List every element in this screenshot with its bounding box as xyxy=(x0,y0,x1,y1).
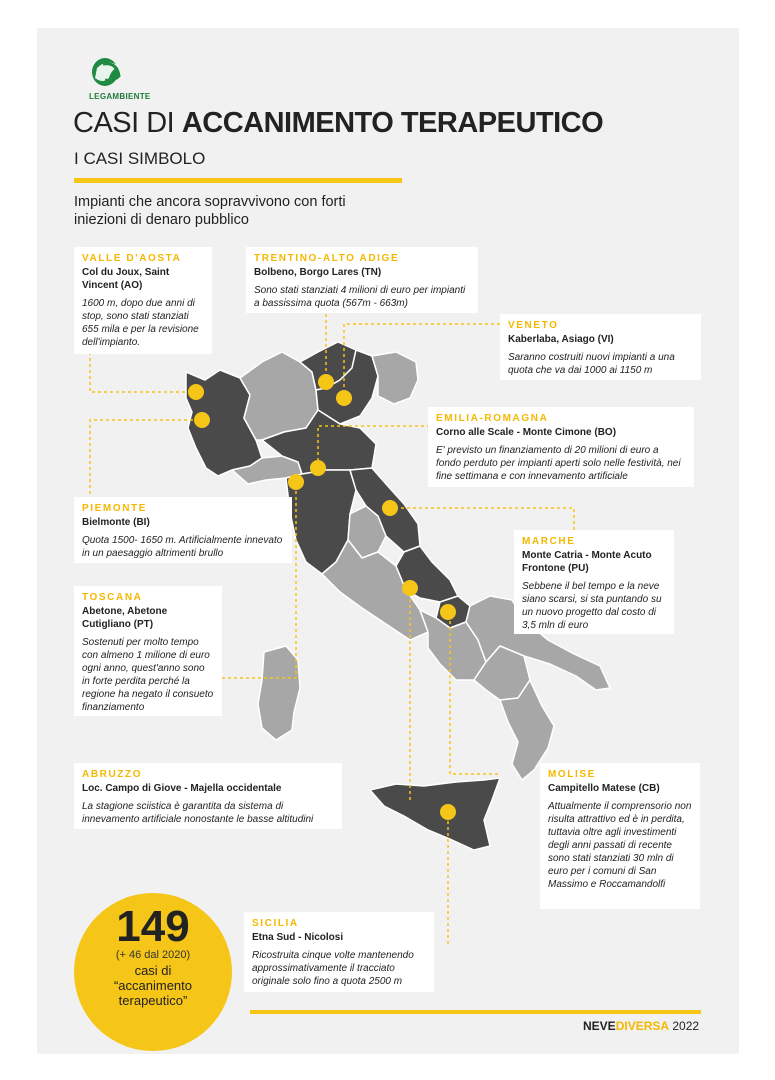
case-place: Abetone, Abetone Cutigliano (PT) xyxy=(82,606,168,630)
case-place: Etna Sud - Nicolosi xyxy=(252,932,344,943)
title-light: CASI DI xyxy=(73,107,182,139)
case-region: TRENTINO-ALTO ADIGE xyxy=(254,253,400,264)
stat-circle xyxy=(74,893,232,1051)
marker-molise xyxy=(440,604,456,620)
footer-year: 2022 xyxy=(669,1019,700,1033)
marker-valle-daosta xyxy=(188,384,204,400)
footer-neve: NEVE xyxy=(583,1019,616,1033)
region-friuli xyxy=(372,352,418,404)
case-marche xyxy=(514,530,674,634)
intro-text: Impianti che ancora sopravvivono con forti iniezioni di denaro pubblico xyxy=(74,194,346,228)
marker-marche xyxy=(382,500,398,516)
case-place: Bielmonte (BI) xyxy=(82,517,150,528)
case-region: VENETO xyxy=(508,320,559,331)
page-subtitle: I CASI SIMBOLO xyxy=(74,149,206,168)
case-desc: La stagione sciistica è garantita da sistema di innevamento artificiale nonostante le basse altitudini xyxy=(82,801,314,825)
region-sicilia xyxy=(370,778,500,850)
marker-emilia xyxy=(310,460,326,476)
case-region: EMILIA-ROMAGNA xyxy=(436,413,549,424)
footer-brand xyxy=(583,1019,699,1033)
marker-veneto xyxy=(336,390,352,406)
title-bold: ACCANIMENTO TERAPEUTICO xyxy=(181,107,604,139)
logo-text: LEGAMBIENTE xyxy=(89,92,151,101)
case-piemonte xyxy=(74,497,292,563)
case-place: Monte Catria - Monte Acuto Frontone (PU) xyxy=(522,550,652,574)
case-veneto xyxy=(500,314,701,380)
case-region: VALLE D'AOSTA xyxy=(82,253,182,264)
case-place: Bolbeno, Borgo Lares (TN) xyxy=(254,267,382,278)
case-trentino xyxy=(246,247,478,313)
case-desc: Quota 1500- 1650 m. Artificialmente innevato in un paesaggio altrimenti brullo xyxy=(82,535,283,559)
case-desc: Attualmente il comprensorio non risulta attrattivo ed è in perdita, tuttavia oltre agli investimenti degli anni passati di recente sono stati stanziati 30 mln di euro per i comuni di San Massimo e Roccamandolfi xyxy=(548,801,692,890)
marker-trentino xyxy=(318,374,334,390)
case-region: SICILIA xyxy=(252,918,299,929)
case-desc: Sono stati stanziati 4 milioni di euro per impianti a bassissima quota (567m - 663m) xyxy=(254,285,466,309)
case-emilia xyxy=(428,407,694,487)
case-valle-daosta xyxy=(74,247,212,354)
case-desc: Ricostruita cinque volte mantenendo approssimativamente il tracciato originale solo fino a quota 2500 m xyxy=(252,950,414,987)
stat-delta: (+ 46 dal 2020) xyxy=(115,949,191,961)
leader-piemonte xyxy=(90,420,202,500)
marker-abruzzo xyxy=(402,580,418,596)
case-region: ABRUZZO xyxy=(82,769,143,780)
footer-rule xyxy=(250,1010,701,1014)
case-desc: E' previsto un finanziamento di 20 milioni di euro a fondo perduto per impianti aperti solo nelle festività, nei fine settimana e con innevamento artificiale xyxy=(436,445,681,482)
case-desc: Sostenuti per molto tempo con almeno 1 milione di euro ogni anno, quest'anno sono in forte perdita perché la regione ha negato il consueto finanziamento xyxy=(82,637,214,713)
case-desc: Sebbene il bel tempo e la neve siano scarsi, si sta puntando su un nuovo progetto dal costo di 3,5 mln di euro xyxy=(522,581,662,631)
case-region: MOLISE xyxy=(548,769,596,780)
stat-label: casi di “accanimento terapeutico” xyxy=(113,963,193,1008)
marker-piemonte xyxy=(194,412,210,428)
marker-toscana xyxy=(288,474,304,490)
footer-diversa: DIVERSA xyxy=(615,1019,670,1033)
case-place: Kaberlaba, Asiago (VI) xyxy=(508,334,614,345)
stat-number: 149 xyxy=(116,902,190,951)
case-abruzzo xyxy=(74,763,342,829)
case-region: PIEMONTE xyxy=(82,503,148,514)
marker-sicilia xyxy=(440,804,456,820)
case-desc: 1600 m, dopo due anni di stop, sono stati stanziati 655 mila e per la revisione dell'impianto. xyxy=(82,298,199,348)
case-place: Corno alle Scale - Monte Cimone (BO) xyxy=(436,427,617,438)
region-sardegna xyxy=(258,646,300,740)
case-desc: Saranno costruiti nuovi impianti a una quota che va dai 1000 ai 1150 m xyxy=(508,352,675,376)
case-region: MARCHE xyxy=(522,536,576,547)
case-place: Col du Joux, Saint Vincent (AO) xyxy=(82,267,170,291)
case-sicilia xyxy=(244,912,434,992)
case-toscana xyxy=(74,586,222,716)
case-molise xyxy=(540,763,700,909)
case-place: Loc. Campo di Giove - Majella occidentale xyxy=(82,783,282,794)
case-region: TOSCANA xyxy=(82,592,143,603)
case-place: Campitello Matese (CB) xyxy=(548,783,660,794)
